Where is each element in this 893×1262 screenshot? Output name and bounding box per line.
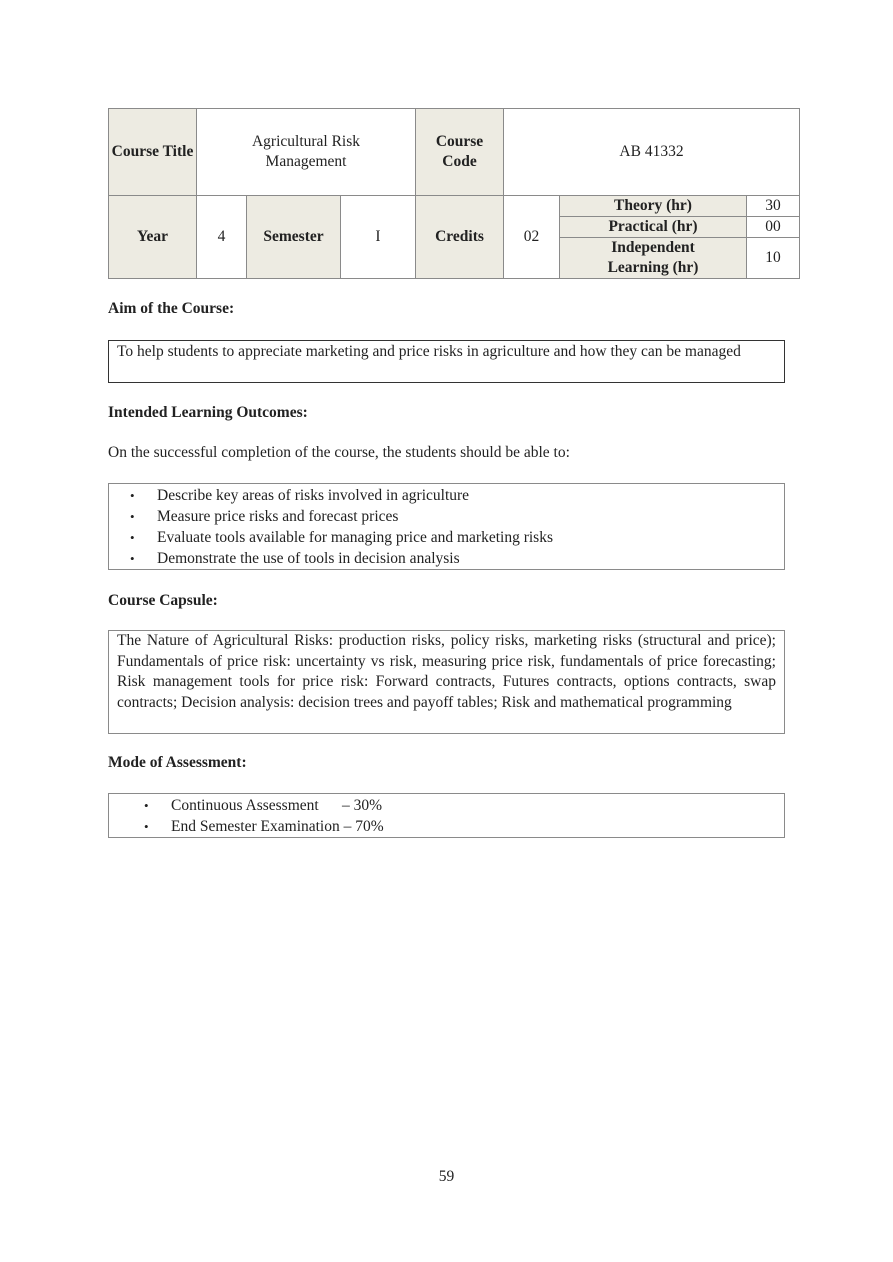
outcomes-intro: On the successful completion of the course, the students should be able to:: [108, 444, 570, 461]
bullet-icon: •: [130, 551, 135, 566]
theory-hours-value: 30: [747, 196, 800, 217]
credits-value: 02: [504, 196, 560, 279]
theory-hours-label: Theory (hr): [560, 196, 747, 217]
bullet-icon: •: [144, 798, 149, 813]
bullet-icon: •: [144, 819, 149, 834]
aim-text: To help students to appreciate marketing and price risks in agriculture and how they can be managed: [117, 343, 741, 360]
bullet-icon: •: [130, 530, 135, 545]
capsule-heading: Course Capsule:: [108, 592, 218, 609]
aim-box: [108, 340, 785, 383]
assessment-item: • Continuous Assessment – 30%: [144, 797, 382, 814]
bullet-icon: •: [130, 509, 135, 524]
course-info-table: [108, 108, 800, 279]
year-label: Year: [109, 196, 197, 279]
course-title-value: Agricultural Risk Management: [197, 109, 416, 196]
outcomes-heading: Intended Learning Outcomes:: [108, 404, 308, 421]
assessment-item: • End Semester Examination – 70%: [144, 818, 384, 835]
practical-hours-value: 00: [747, 217, 800, 238]
course-code-value: AB 41332: [504, 109, 800, 196]
independent-learning-hours-value: 10: [747, 238, 800, 279]
page-number: 59: [438, 1168, 455, 1185]
outcome-item: • Measure price risks and forecast prices: [130, 508, 399, 525]
semester-label: Semester: [247, 196, 341, 279]
course-code-label: Course Code: [416, 109, 504, 196]
outcome-item: • Evaluate tools available for managing price and marketing risks: [130, 529, 553, 546]
semester-value: I: [341, 196, 416, 279]
outcomes-list: [109, 485, 784, 569]
capsule-text: The Nature of Agricultural Risks: production risks, policy risks, marketing risks (structural and price); Fundamentals of price risk: uncertainty vs risk, measuring price risk, fundamentals of price forecasting; Risk management tools for price risk: Forward contracts, Futures contracts, options contracts, swap contracts; Decision analysis: decision trees and payoff tables; Risk and mathematical programming: [117, 632, 776, 711]
credits-label: Credits: [416, 196, 504, 279]
bullet-icon: •: [130, 488, 135, 503]
outcome-item: • Demonstrate the use of tools in decision analysis: [130, 550, 460, 567]
aim-heading: Aim of the Course:: [108, 300, 235, 317]
assessment-list: [109, 795, 784, 837]
practical-hours-label: Practical (hr): [560, 217, 747, 238]
assessment-heading: Mode of Assessment:: [108, 754, 247, 771]
assessment-box: [108, 793, 785, 838]
outcome-item: • Describe key areas of risks involved in agriculture: [130, 487, 470, 504]
year-value: 4: [197, 196, 247, 279]
capsule-box: [108, 630, 785, 734]
outcomes-box: [108, 483, 785, 570]
independent-learning-hours-label: Independent Learning (hr): [560, 238, 747, 279]
course-title-label: Course Title: [109, 109, 197, 196]
